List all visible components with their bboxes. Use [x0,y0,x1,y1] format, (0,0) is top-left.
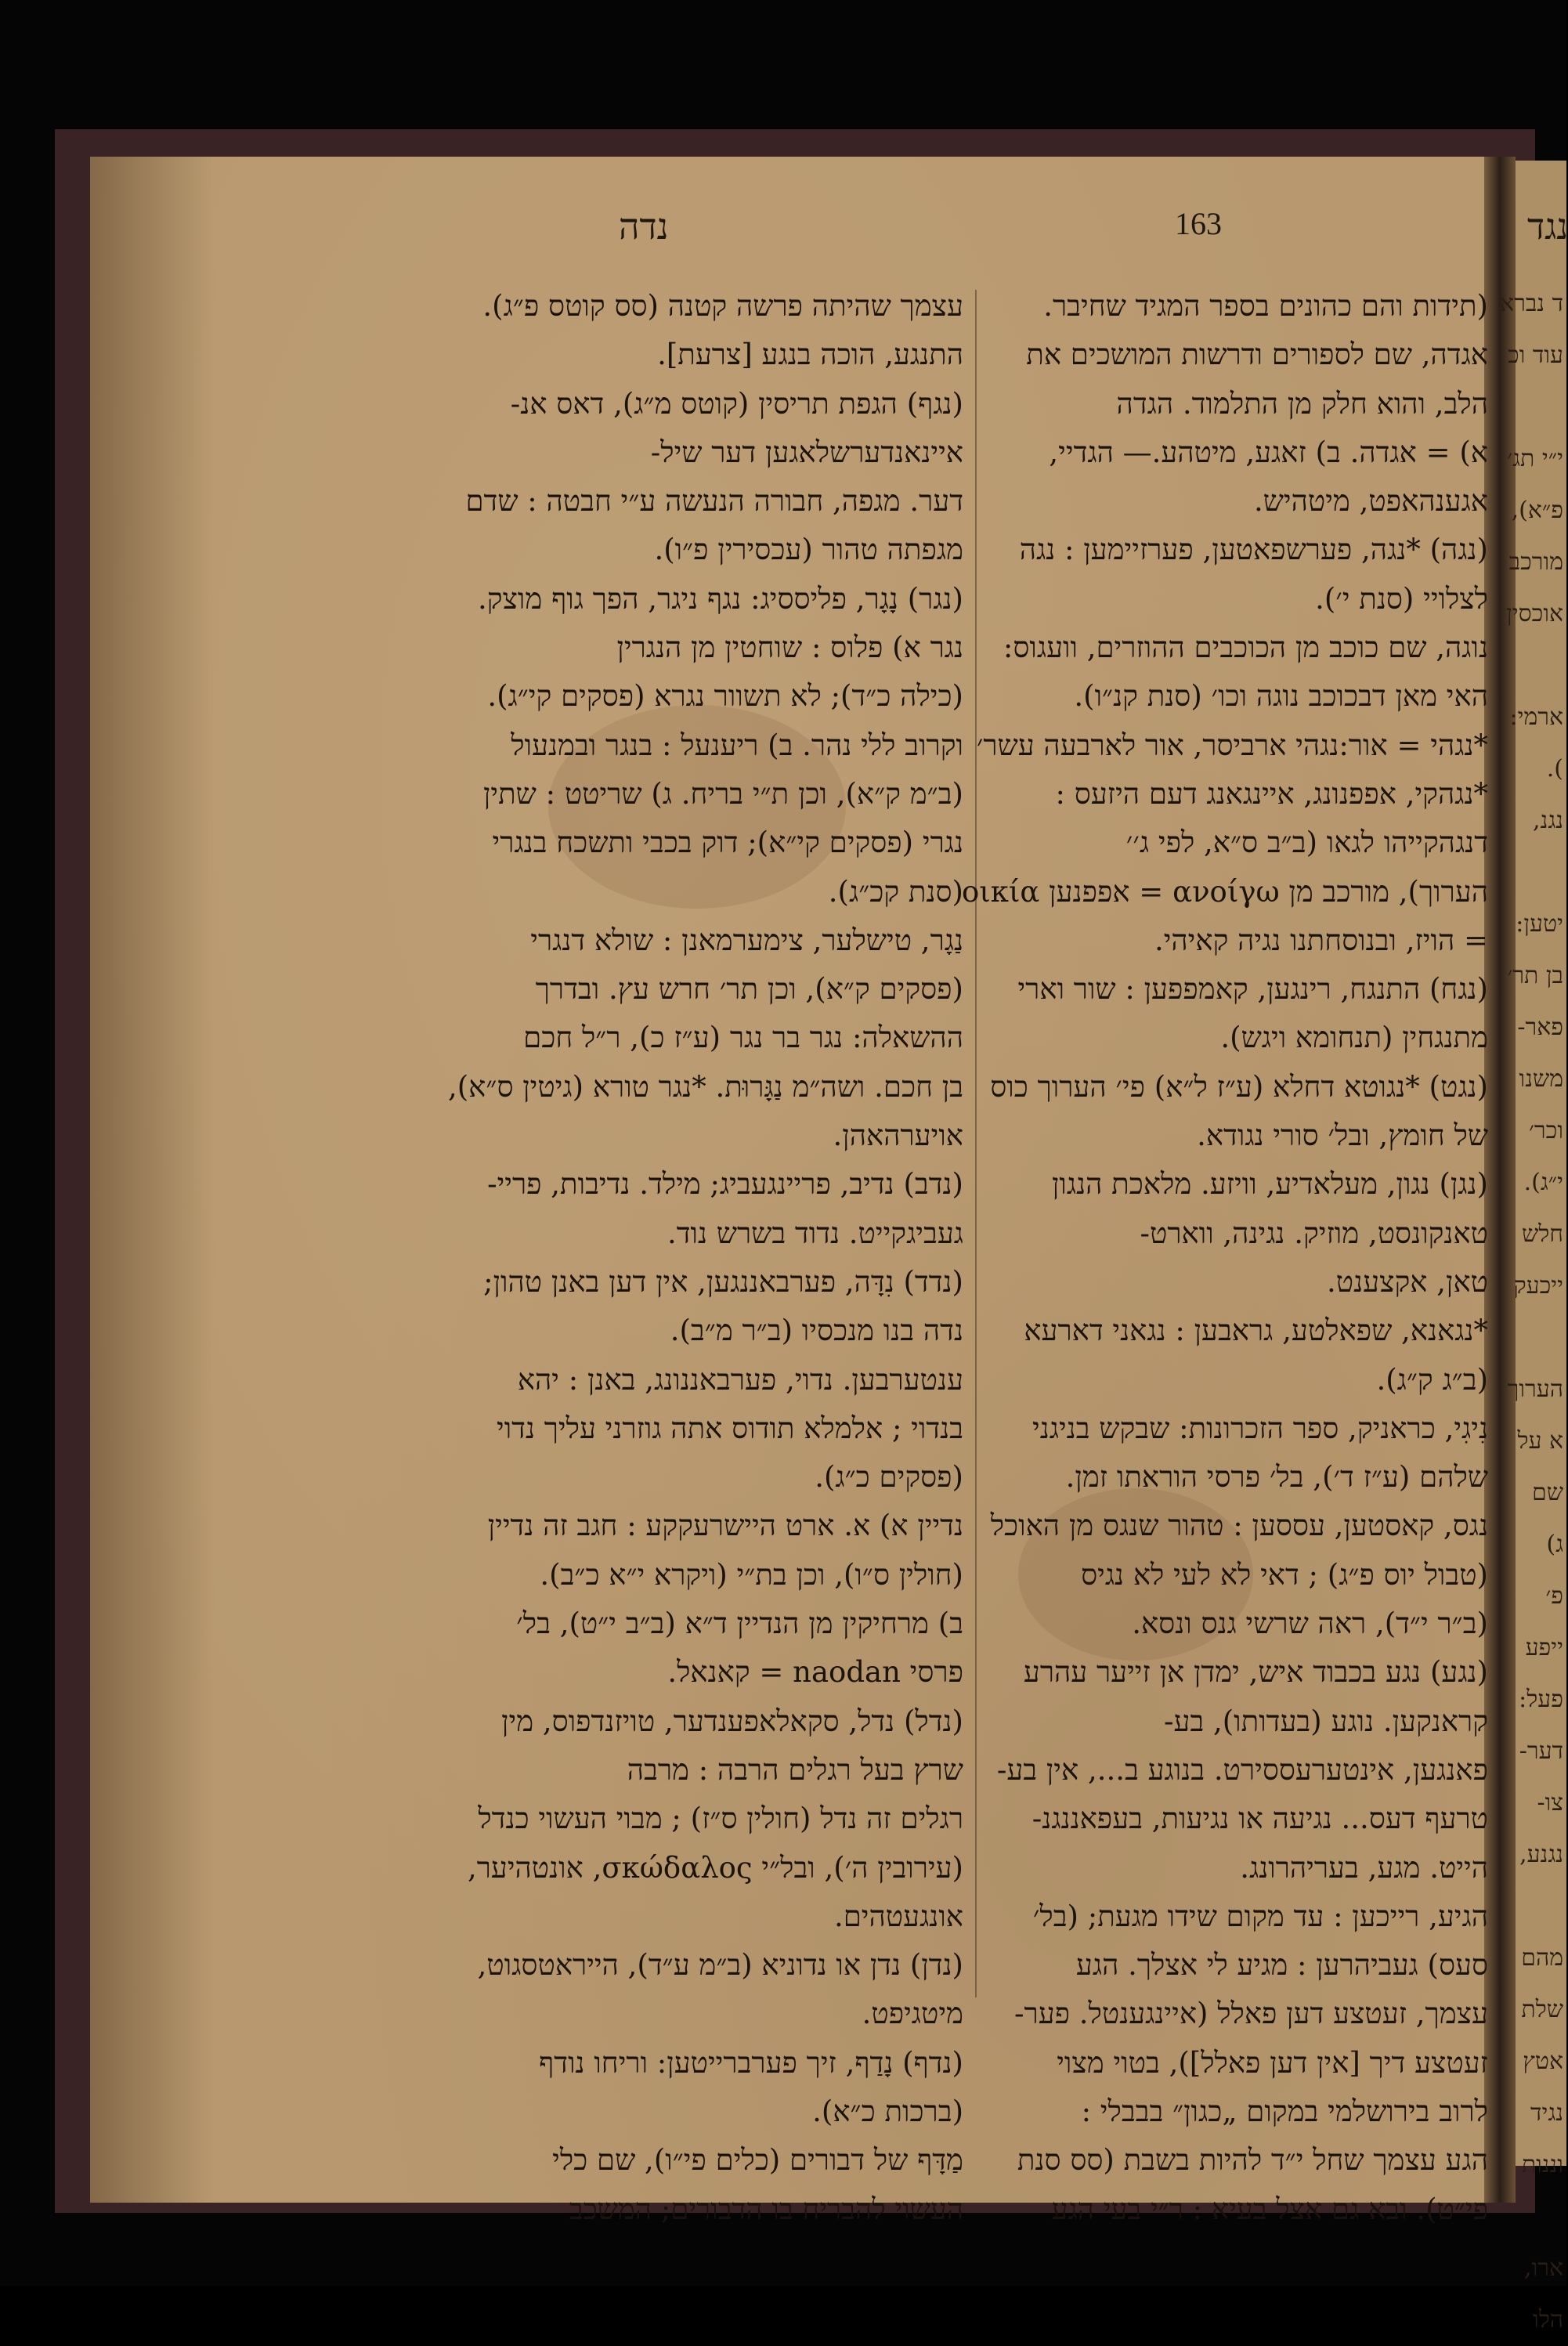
text-line: פ׳ [1545,1582,1563,1610]
text-line: (נדן) נדן או נדוניא (ב״מ ע״ד), הייראטסגוט, [477,1948,963,1983]
page-number: 163 [1175,206,1222,241]
text-line: צו- [1537,1789,1563,1816]
text-line [1500,1881,1566,1932]
text-line: הגיע, רייכען : עד מקום שידו מגעת; (בל׳ [1032,1899,1488,1933]
text-line: רגלים זה נדל (חולין ס״ז) ; מבוי העשוי כנדל [478,1802,963,1836]
text-line: אונגעטהים. [833,1899,963,1933]
text-line: קראנקען. נוגע (בעדותו), בע- [1163,1704,1488,1738]
text-line: א על [1517,1427,1563,1455]
text-line: ג) [1546,1531,1563,1558]
text-line: (תידות והם כהונים בספר המגיד שחיבר. [1043,289,1488,323]
text-line: מיטגיפט. [862,1997,963,2031]
text-line: ארו, [1524,2254,1563,2282]
text-line: פי״ט). ובא גם אצל בעיא : ר״י בעי הגע [1051,2192,1488,2226]
text-line: מורכב [1508,548,1563,576]
text-line: = הויז, ובנוסחתנו נגיה קאיהי. [1154,923,1488,957]
text-line: בן חכם. ושה״מ נַגָּרוּת. *נגר טורא (גיטין ס״א), [447,1069,963,1104]
text-line: נגרי (פסקים קי״א); דוק בכבי ותשכח בנגרי [492,826,963,860]
header-left-word: נדה [619,205,669,248]
text-line: י״י תג׳ [1507,445,1563,472]
text-line: אוכסין [1506,600,1563,627]
text-line: סעס) געביהרען : מגיע לי אצלך. הגע [1075,1948,1488,1983]
text-line: זעטצע דיך [אין דען פאלל]), בטוי מצוי [1057,2045,1488,2080]
text-line: (סנת קכ״ג). [828,874,963,909]
text-line: (נדד) נִדָּה, פערבאננגען, אין דען באנן טהון; [483,1264,963,1299]
text-line: אויערהאהן. [833,1119,963,1153]
text-line: נוגה, שם כוכב מן הכוכבים ההוזרים, וועגוס: [1003,631,1488,665]
text-line: האי מאן דבכוכב נוגה וכו׳ (סנת קנ״ו). [1074,679,1488,714]
text-line: (חולין ס״ו), וכן בת״י (ויקרא י״א כ״ב). [540,1557,963,1592]
text-line: *נגאנא, שפאלטע, גראבען : נגאני דארעא [1024,1314,1488,1348]
text-line: געביגקייט. נדוד בשרש נוד. [667,1216,963,1250]
page-edge-shadow [90,157,215,2203]
text-line: חלש [1521,1220,1563,1248]
text-line: לצלויי (סנת י׳). [1315,581,1488,616]
text-line: פרסי naodan = קאנאל. [667,1655,963,1690]
text-line: (נגר) נָגָר, פליססיג: נגף ניגר, הפך גוף מוצק. [477,581,963,616]
text-line [1500,640,1566,692]
text-line: (טבול יוס פ״ג) ; דאי לא לעי לא נגיס [1081,1557,1488,1592]
text-line: הלב, והוא חלק מן התלמוד. הגדה [1116,386,1488,421]
text-line: איינאנדערשלאגען דער שיל- [650,435,963,469]
text-line: (ב״מ ק״א), וכן ת״י בריח. ג) שריטט : שתין [482,776,963,811]
text-line: (ב״ג ק״ג). [1376,1362,1488,1397]
text-line: נגיד [1530,2099,1563,2127]
text-line: משנו [1519,1065,1563,1093]
text-line: פאנגען, אינטערעססירט. בנוגע ב..., אין בע- [996,1752,1488,1787]
text-line: של חומץ, ובל׳ סורי נגודא. [1197,1119,1488,1153]
next-page-text [1500,278,1566,2346]
text-line: א) = אגדה. ב) זאגע, מיטהע.— הגדיי, [1049,435,1488,469]
text-line: הגע עצמך שחל י״ד להיות בשבת (סס סנת [1017,2143,1488,2178]
text-line: פאר- [1517,1014,1563,1041]
text-line: ד נברא [1500,290,1563,317]
text-line: נגנע, [1519,1841,1563,1868]
text-line: (פסקים ק״א), וכן תר׳ חרש עץ. ובדרך [535,972,963,1007]
text-line: ענטערבען. נדוי, פערבאננונג, באנן : יהא [517,1362,963,1397]
right-text-column [962,282,1488,2234]
text-line: יטען: [1516,910,1563,938]
text-line: מַדָּף של דבורים (כלים פי״ו), שם כלי [552,2143,963,2178]
text-line: בן תר׳ [1507,962,1563,989]
text-line [1500,381,1566,433]
text-line: טרעף דעס... נגיעה או נגיעות, בעפאננגנ- [1031,1802,1488,1836]
text-line: שרץ בעל רגלים הרבה : מרבה [627,1752,963,1787]
running-header [235,205,1568,268]
text-line: מגפתה טהור (עכסירין פ״ו). [654,533,963,567]
text-line: וננות [1521,2151,1563,2178]
text-line: נַגָר, טישלער, צימערמאנן : שולא דנגרי [530,923,963,957]
text-line: (נגח) התנגח, רינגען, קאמפפען : שור וארי [1017,972,1488,1007]
text-line: שם [1532,1479,1563,1506]
text-line: מתנגחין (תנחומא ויגש). [1220,1021,1488,1055]
text-line: (נגט) *נגוטא דחלא (ע״ז ל״א) פי׳ הערוך כוס [990,1069,1488,1104]
next-page-edge [1500,161,1566,2333]
column-divider [975,290,977,1997]
text-line: (נגן) נגון, מעלאדיע, וויזע. מלאכת הנגון [1051,1167,1488,1202]
text-line: הערוך [1507,1375,1563,1403]
text-line: נגר א) פלוס : שוחטין מן הנגרין [616,631,963,665]
text-line: *נגהקי, אפפנונג, איינגאנג דעם היזעס : [1055,776,1488,811]
text-line: (עירובין ה׳), ובל״י σκώδαλος, אונטהיער, [467,1850,963,1885]
text-line: וכר׳ [1528,1117,1563,1144]
text-line: נדה בנו מנכסיו (ב״ר מ״ב). [670,1314,963,1348]
text-line: עוד וכ [1508,342,1563,369]
text-line: הלו [1533,2306,1563,2333]
text-line: וקרוב ללי נהר. ב) ריענעל : בנגר ובמנעול [511,728,963,762]
text-line: הערוך), מורכב מן ανοίγω = אפפנען οικία [962,874,1488,909]
text-line: ב) מרחיקין מן הנדיין ד״א (ב״ב י״ט), בל׳ [516,1607,963,1641]
text-line: נגנ, [1533,807,1563,834]
text-line: דנגהקייהו לגאו (ב״ב ס״א, לפי ג׳׳ [1125,826,1488,860]
text-line: *נגהי = אור:נגהי ארביסר, אור לארבעה עשר׳ [976,728,1488,762]
text-line: (פסקים כ״ג). [815,1460,963,1495]
text-line: (נגף) הגפת תריסין (קוטס מ״ג), דאס אנ- [510,386,963,421]
text-line: י״ג). [1523,1169,1563,1196]
text-line: (נגע) נגע בכבוד איש, ימדן אן זייער עהרע [1023,1655,1488,1690]
header-right-word: נגד [1527,205,1568,248]
text-line [1500,2191,1566,2243]
text-line: נִיגִי, כראניק, ספר הזכרונות: שבקש בניגני [1032,1411,1488,1445]
text-line: נגס, קאסטען, עססען : טהור שנגס מן האוכל [990,1509,1488,1543]
text-line: אגענהאפט, מיטהיש. [1253,484,1488,519]
text-line: הייט. מגע, בעריהרונג. [1240,1850,1488,1885]
text-line: פ״א), [1511,497,1563,524]
text-line: ייכעק [1513,1272,1563,1300]
text-line [1500,1312,1566,1364]
text-line: (נדל) נדל, סקאלאפענדער, טויזנדפוס, מין [501,1704,963,1738]
text-line: (נדב) נדיב, פריינגעביג; מילד. נדיבות, פריי- [487,1167,963,1202]
text-line: פעל: [1519,1686,1563,1713]
text-line: ). [1546,755,1563,783]
text-line: שלהם (ע״ז ד׳), בל׳ פרסי הוראתו זמן. [1065,1460,1488,1495]
text-line: (כילה כ״ד); לא תשוור נגרא (פסקים קי״ג). [487,679,963,714]
left-text-column [415,282,963,2234]
text-line: לרוב בירושלמי במקום „כגון״ בבבלי : [1081,2094,1488,2128]
text-line: שלת [1521,1996,1563,2023]
text-line: דער. מגפה, חבורה הנעשה ע״י חבטה : שדם [465,484,963,519]
text-line: ייפע [1525,1634,1563,1661]
text-line: טאן, אקצענט. [1327,1264,1488,1299]
text-line: (נדף) נָדַף, זיך פערברייטען: וריחו נודף [539,2045,963,2080]
text-line: ההשאלה: נגר בר נגר (ע״ז כ), ר״ל חכם [523,1021,963,1055]
text-line: דער- [1519,1737,1563,1765]
text-line: עצמך שהיתה פרשה קטנה (סס קוטס פ״ג). [482,289,963,323]
text-line: ארמי: [1509,703,1563,731]
text-line: אטץ [1523,2048,1563,2075]
text-line: מהם [1521,1944,1563,1972]
text-line [1500,847,1566,898]
text-line: אגדה, שם לספורים ודרשות המושכים את [1026,338,1488,372]
text-line: בנדוי ; אלמלא תודוס אתה גוזרני עליך נדוי [497,1411,963,1445]
text-line: נדיין א) א. ארט היישרעקקע : חגב זה נדיין [487,1509,963,1543]
text-line: עצמך, זעטצע דען פאלל (איינגענטל. פער- [1014,1997,1488,2031]
text-line: העשוי להבריח בו הדבורים; המשכב [569,2192,963,2226]
text-line: (ברכות כ״א). [812,2094,963,2128]
text-line: התנגע, הוכה בנגע [צרעת]. [657,338,963,372]
text-line: (ב״ר י״ד), ראה שרשי גנס ונסא. [1132,1607,1488,1641]
text-line: (נגה) *נגה, פערשפאטען, פערזיימען : נגה [1019,533,1488,567]
text-line: טאנקונסט, מוזיק. נגינה, ווארט- [1140,1216,1488,1250]
